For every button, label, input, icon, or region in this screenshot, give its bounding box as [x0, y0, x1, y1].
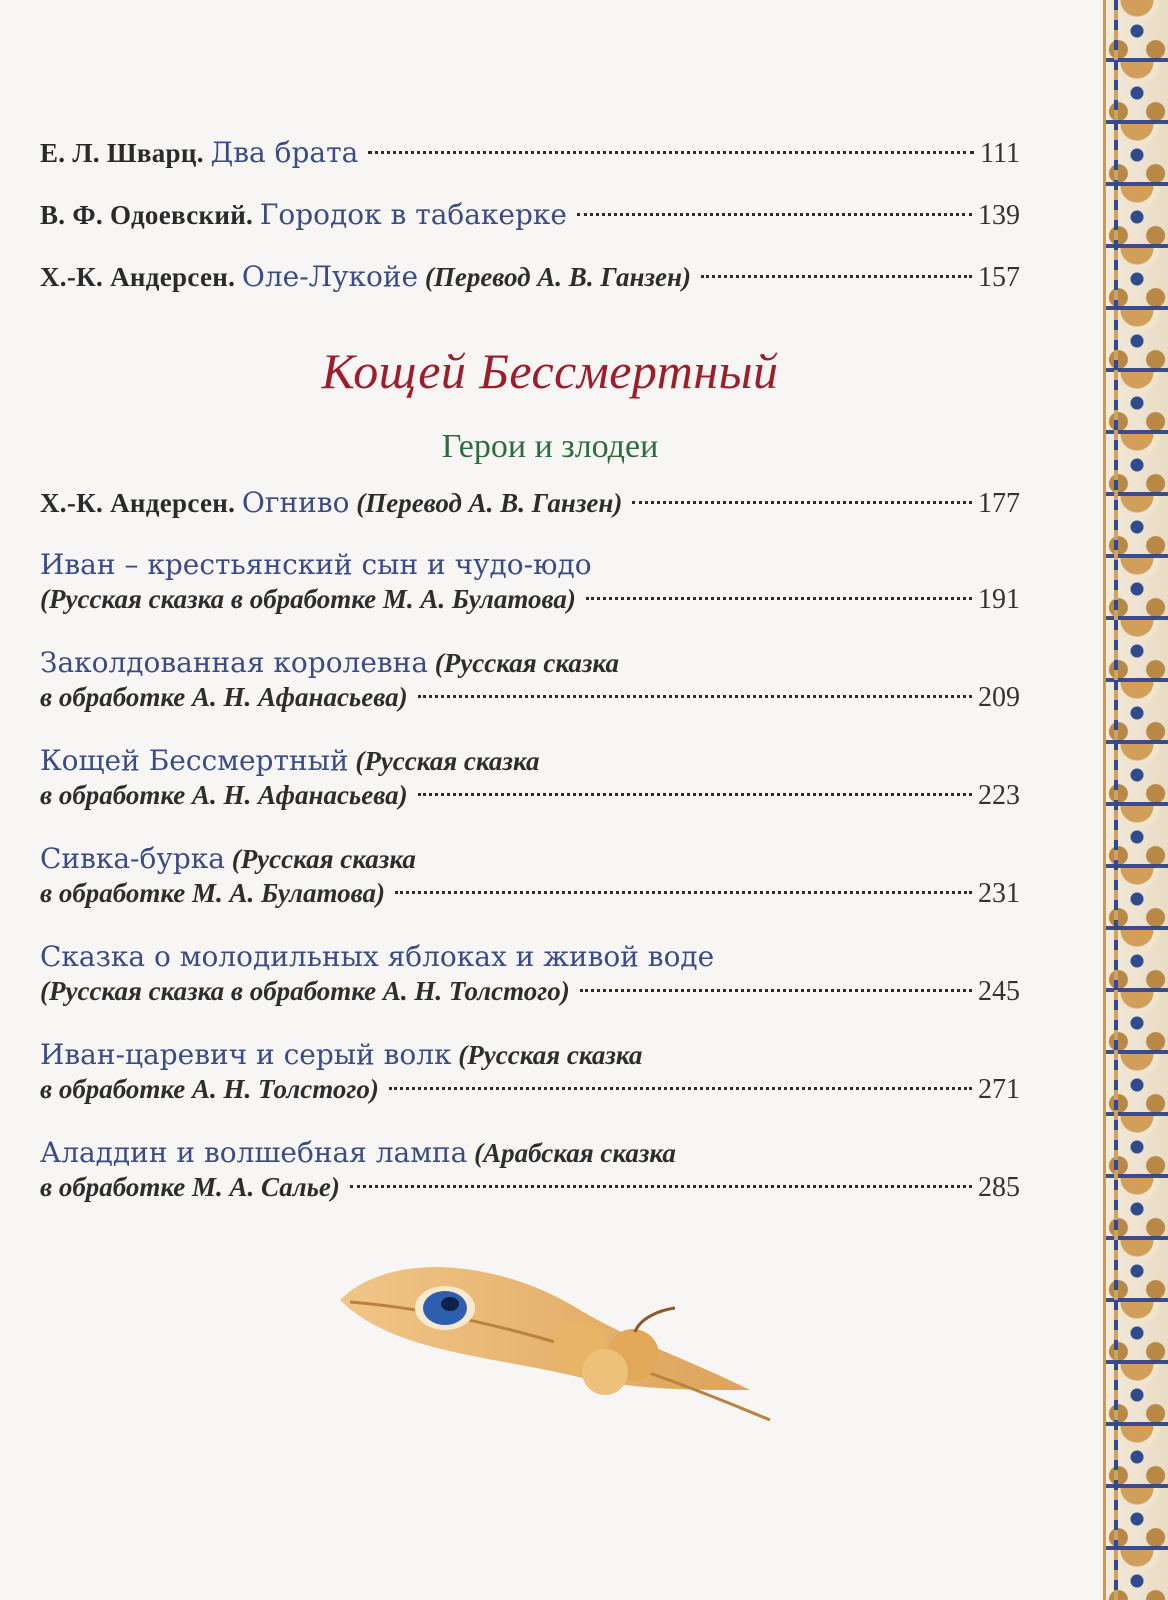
dot-leader	[701, 275, 972, 278]
entry-line-1	[40, 842, 1020, 876]
entry-note: в обработке А. Н. Афанасьева)	[40, 682, 408, 712]
entry-line-1	[40, 1136, 1020, 1170]
entry-line-1	[40, 548, 1020, 582]
toc-entry[interactable]	[40, 136, 1020, 171]
toc-entry[interactable]	[40, 486, 1020, 521]
entry-note: в обработке А. Н. Афанасьева)	[40, 780, 408, 810]
entry-story-title: Городок в табакерке	[259, 198, 567, 231]
entry-page-number: 285	[978, 1172, 1020, 1203]
entry-story-title: Сивка-бурка	[40, 842, 225, 875]
entry-line-1	[40, 1038, 1020, 1072]
entry-page-number: 191	[978, 584, 1020, 615]
entry-story-title: Два брата	[210, 136, 359, 169]
toc-entry[interactable]	[40, 646, 1020, 715]
entry-line-2	[40, 582, 1020, 617]
entry-line-2	[40, 1170, 1020, 1205]
entry-page-number: 139	[978, 200, 1020, 231]
entry-note: (Перевод А. В. Ганзен)	[424, 262, 691, 292]
entry-story-title: Огниво	[241, 486, 350, 519]
entry-author: Е. Л. Шварц.	[40, 138, 204, 168]
entry-story-title: Кощей Бессмертный	[40, 744, 349, 777]
toc-entry[interactable]	[40, 1038, 1020, 1107]
entry-line-1	[40, 744, 1020, 778]
dot-leader	[418, 793, 972, 796]
entry-line-2	[40, 778, 1020, 813]
entry-note: (Русская сказка	[231, 844, 416, 874]
entry-author: Х.-К. Андерсен.	[40, 262, 236, 292]
toc-entry[interactable]	[40, 940, 1020, 1009]
entry-line-1	[40, 646, 1020, 680]
entry-story-title: Иван-царевич и серый волк	[40, 1038, 452, 1071]
ornamental-border	[1103, 0, 1168, 1600]
dot-leader	[350, 1185, 972, 1188]
entry-page-number: 245	[978, 976, 1020, 1007]
dot-leader	[395, 891, 972, 894]
entry-note: (Русская сказка	[355, 746, 540, 776]
entry-line-2	[40, 974, 1020, 1009]
entry-note: (Русская сказка	[434, 648, 619, 678]
toc-entry[interactable]	[40, 548, 1020, 617]
entry-note: (Русская сказка в обработке М. А. Булатова)	[40, 584, 576, 614]
dot-leader	[586, 597, 972, 600]
toc-entry[interactable]	[40, 1136, 1020, 1205]
entry-line-2	[40, 680, 1020, 715]
entry-note: в обработке М. А. Булатова)	[40, 878, 385, 908]
dot-leader	[389, 1087, 972, 1090]
dot-leader	[368, 151, 974, 154]
entry-story-title: Аладдин и волшебная лампа	[40, 1136, 468, 1169]
section-subtitle: Герои и злодеи	[441, 428, 659, 465]
entry-line-1	[40, 940, 1020, 974]
section-title: Кощей Бессмертный	[321, 343, 779, 399]
entry-page-number: 223	[978, 780, 1020, 811]
toc-entry[interactable]	[40, 260, 1020, 295]
entry-line-2	[40, 876, 1020, 911]
entry-page-number: 209	[978, 682, 1020, 713]
entry-story-title: Сказка о молодильных яблоках и живой воде	[40, 940, 715, 973]
entry-note: (Русская сказка	[458, 1040, 643, 1070]
entry-page-number: 177	[978, 488, 1020, 519]
toc-entry[interactable]	[40, 198, 1020, 233]
dot-leader	[418, 695, 972, 698]
entry-page-number: 231	[978, 878, 1020, 909]
entry-page-number: 271	[978, 1074, 1020, 1105]
entry-author: В. Ф. Одоевский.	[40, 200, 254, 230]
toc-entry[interactable]	[40, 744, 1020, 813]
entry-page-number: 157	[978, 262, 1020, 293]
entry-line-2	[40, 1072, 1020, 1107]
dot-leader	[632, 501, 972, 504]
entry-note: (Русская сказка в обработке А. Н. Толстого)	[40, 976, 570, 1006]
feather-illustration	[330, 1240, 780, 1440]
dot-leader	[577, 213, 972, 216]
entry-note: в обработке А. Н. Толстого)	[40, 1074, 379, 1104]
toc-entry[interactable]	[40, 842, 1020, 911]
entry-note: (Перевод А. В. Ганзен)	[356, 488, 623, 518]
entry-story-title: Заколдованная королевна	[40, 646, 429, 679]
entry-author: Х.-К. Андерсен.	[40, 488, 236, 518]
entry-story-title: Оле-Лукойе	[241, 260, 419, 293]
entry-note: в обработке М. А. Салье)	[40, 1172, 340, 1202]
entry-note: (Арабская сказка	[474, 1138, 676, 1168]
dot-leader	[580, 989, 972, 992]
entry-page-number: 111	[980, 138, 1020, 169]
entry-story-title: Иван – крестьянский сын и чудо-юдо	[40, 548, 592, 581]
